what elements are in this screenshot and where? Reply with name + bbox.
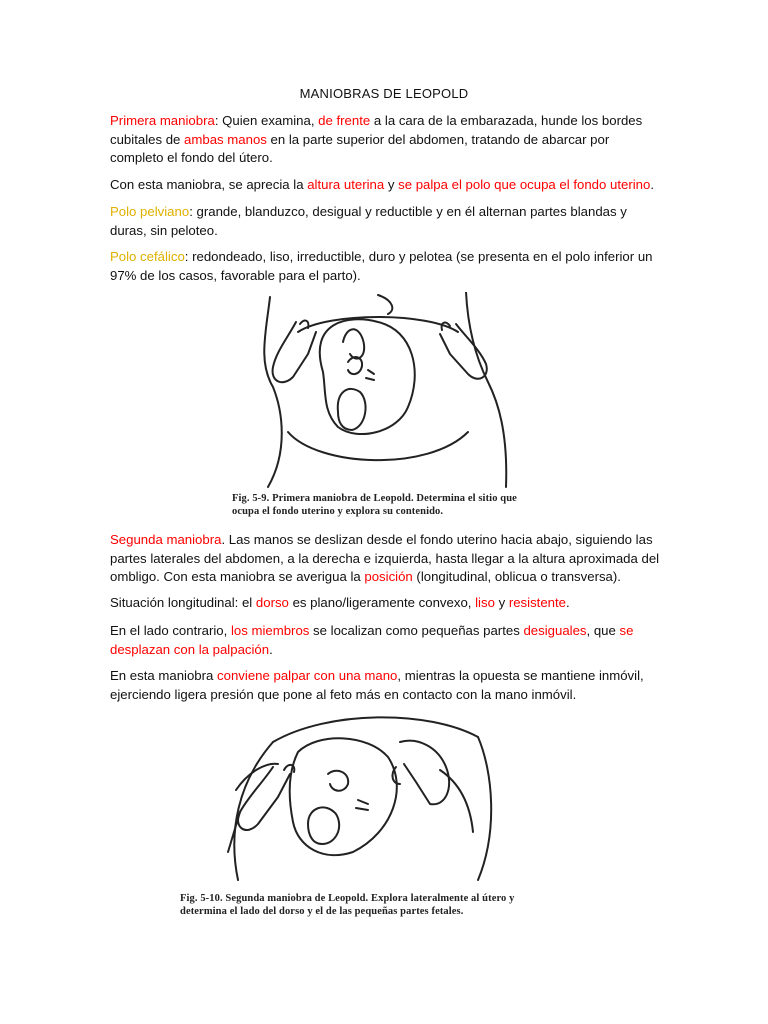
- term-los-miembros: los miembros: [230, 623, 310, 638]
- text-span: es plano/ligeramente convexo,: [288, 595, 476, 610]
- paragraph-segunda-maniobra: [110, 531, 662, 587]
- text-span: : grande, blanduzco, desigual y reductible y en él alternan partes blandas y duras, sin peloteo.: [110, 204, 627, 238]
- text-span: : Quien examina,: [214, 113, 319, 128]
- paragraph-polo-pelviano: [110, 203, 662, 240]
- leopold-first-maneuver-illustration: [228, 292, 528, 492]
- text-span: . Las manos se deslizan desde el fondo uterino hacia abajo, siguiendo las partes laterales del abdomen, a la derecha e izquierda, hasta llegar a la altura aproximada del ombligo. Con esta maniobra se averigua la: [110, 532, 660, 585]
- text-span: a la cara de la embarazada, hunde los bordes cubitales de: [110, 113, 643, 147]
- paragraph-altura-uterina: [110, 176, 662, 195]
- figure-caption-text: Primera maniobra de Leopold. Determina el sitio que ocupa el fondo uterino y explora su contenido.: [232, 493, 517, 517]
- term-posicion: posición: [364, 569, 413, 585]
- term-polo-pelviano: Polo pelviano: [110, 204, 190, 219]
- term-polo-cefalico: Polo cefálico: [110, 249, 185, 264]
- term-palpa-polo: se palpa el polo que ocupa el fondo uterino: [398, 177, 651, 192]
- figure-primera-maniobra: [228, 292, 528, 492]
- figure-caption-segunda: [180, 893, 530, 918]
- text-span: Con esta maniobra, se aprecia la: [110, 177, 308, 192]
- text-span: En el lado contrario,: [110, 623, 231, 638]
- term-resistente: resistente: [508, 595, 567, 610]
- leopold-second-maneuver-illustration: [178, 712, 528, 882]
- paragraph-polo-cefalico: [110, 248, 662, 285]
- figure-label: Fig. 5-10.: [180, 893, 223, 904]
- text-span: , mientras la opuesta se mantiene inmóvil, ejerciendo ligera presión que pone al feto más en contacto con la mano inmóvil.: [110, 668, 644, 702]
- text-span: y: [494, 595, 509, 610]
- figure-label: Fig. 5-9.: [232, 493, 270, 504]
- text-span: .: [269, 641, 273, 657]
- term-desiguales: desiguales: [523, 623, 587, 638]
- paragraph-primera-maniobra: [110, 112, 662, 168]
- text-span: en la parte superior del abdomen, tratando de abarcar por completo el fondo del útero.: [110, 131, 610, 166]
- text-span: y: [384, 177, 399, 192]
- paragraph-palpar-una-mano: [110, 667, 662, 704]
- figure-segunda-maniobra: [178, 712, 528, 882]
- paragraph-situacion-longitudinal: [110, 594, 662, 613]
- text-span: .: [566, 595, 570, 610]
- document-title: MANIOBRAS DE LEOPOLD: [299, 86, 469, 101]
- term-de-frente: de frente: [318, 113, 371, 128]
- term-altura-uterina: altura uterina: [307, 177, 385, 192]
- term-segunda-maniobra: Segunda maniobra: [110, 532, 222, 547]
- term-conviene-palpar: conviene palpar con una mano: [217, 668, 398, 683]
- text-span: se localizan como pequeñas partes: [309, 623, 524, 638]
- text-span: En esta maniobra: [110, 668, 218, 683]
- text-span: .: [650, 177, 655, 192]
- term-dorso: dorso: [255, 595, 289, 610]
- text-span: Situación longitudinal: el: [110, 595, 256, 610]
- term-primera-maniobra: Primera maniobra: [110, 113, 215, 128]
- paragraph-lado-contrario: [110, 622, 662, 659]
- figure-caption-primera: [232, 493, 532, 518]
- term-se-desplazan: se desplazan con la palpación: [110, 623, 634, 657]
- figure-caption-text: Segunda maniobra de Leopold. Explora lateralmente al útero y determina el lado del dorso y el de las pequeñas partes fetales.: [180, 893, 515, 917]
- text-span: (longitudinal, oblicua o transversa).: [412, 569, 621, 585]
- text-span: : redondeado, liso, irreductible, duro y pelotea (se presenta en el polo inferior un 97% de los casos, favorable para el parto).: [110, 249, 653, 283]
- term-ambas-manos: ambas manos: [184, 131, 267, 147]
- term-liso: liso: [475, 595, 495, 610]
- text-span: , que: [586, 623, 620, 638]
